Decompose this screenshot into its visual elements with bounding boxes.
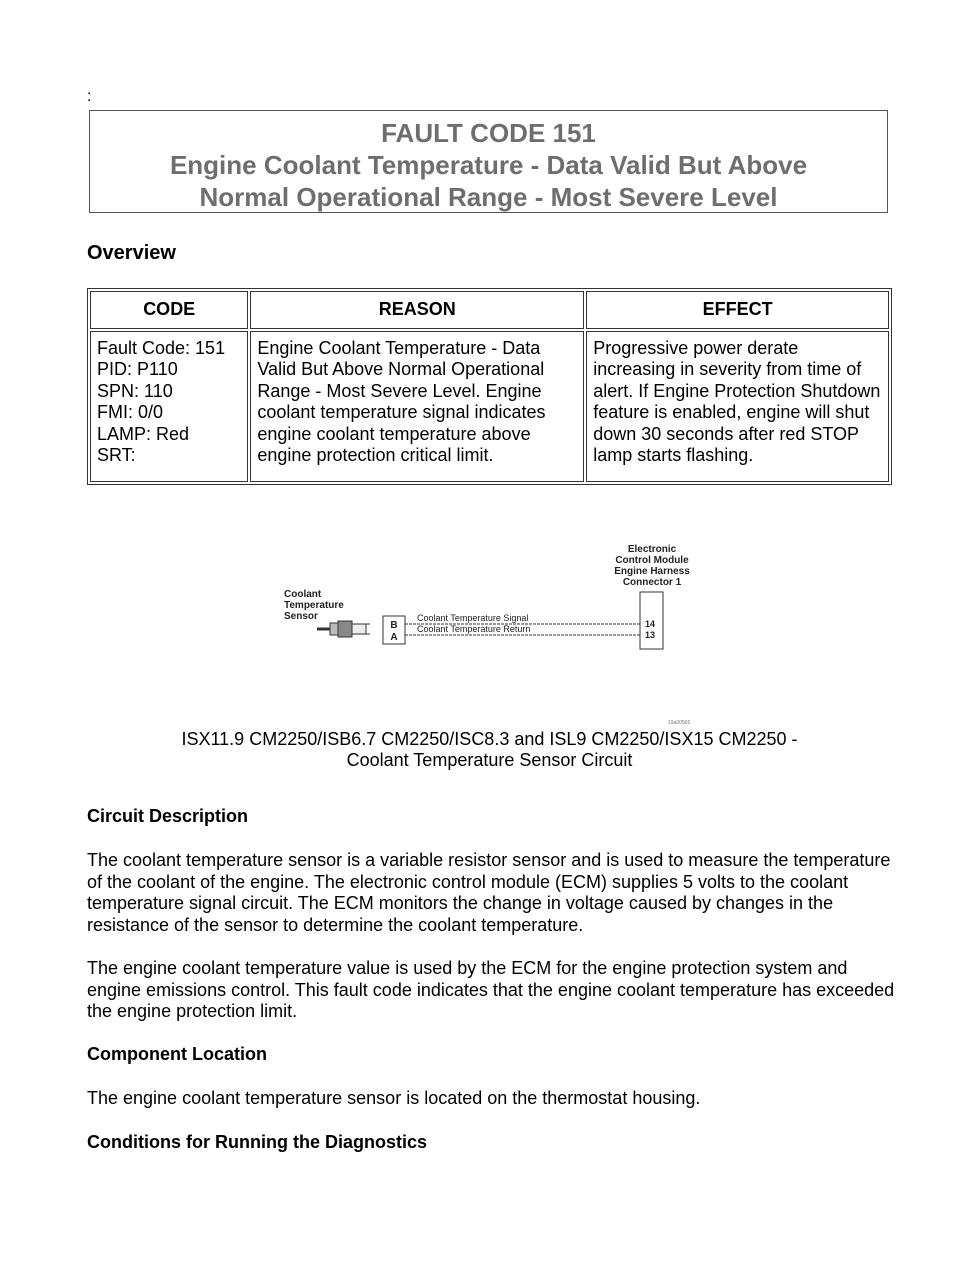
table-row (90, 331, 889, 482)
caption-line2: Coolant Temperature Sensor Circuit (346, 750, 633, 771)
effect-cell: Progressive power derate increasing in severity from time of alert. If Engine Protection Shutdown feature is enabled, engine will shut down 30 seconds after red STOP lamp starts flashing. (586, 331, 889, 482)
component-location-heading: Component Location (87, 1044, 267, 1064)
sensor-label-3: Sensor (284, 611, 318, 622)
figure-id: 19a00565 (668, 720, 691, 726)
coolant-sensor-circuit-diagram (270, 535, 710, 730)
fault-code-title: FAULT CODE 151 (381, 118, 596, 148)
overview-table (87, 288, 892, 485)
figure-caption (87, 729, 892, 772)
page-marker: : (87, 88, 92, 105)
ecm-label-4: Connector 1 (622, 577, 682, 588)
caption-line1: ISX11.9 CM2250/ISB6.7 CM2250/ISC8.3 and ISL9 CM2250/ISX15 CM2250 - (181, 729, 798, 749)
fault-description-line2: Normal Operational Range - Most Severe Level (199, 182, 778, 212)
signal-wire-label: Coolant Temperature Signal (417, 613, 529, 623)
pin-14-label: 14 (645, 619, 656, 629)
component-location-paragraph: The engine coolant temperature sensor is located on the thermostat housing. (87, 1088, 701, 1108)
pin-b-label: B (390, 620, 398, 631)
circuit-description-heading: Circuit Description (87, 806, 249, 826)
code-cell: Fault Code: 151 PID: P110 SPN: 110 FMI: 0/0 LAMP: Red SRT: (90, 331, 248, 482)
pin-13-label: 13 (645, 630, 656, 640)
table-header-row (90, 291, 889, 329)
sensor-icon (317, 621, 370, 637)
overview-heading: Overview (87, 242, 176, 264)
reason-cell: Engine Coolant Temperature - Data Valid But Above Normal Operational Range - Most Severe Level. Engine coolant temperature signal indicates engine coolant temperature above engine protection critical limit. (250, 331, 584, 482)
ecm-label-3: Engine Harness (614, 566, 690, 577)
conditions-heading: Conditions for Running the Diagnostics (87, 1132, 427, 1152)
fault-description-line1: Engine Coolant Temperature - Data Valid But Above (169, 150, 808, 180)
pin-a-label: A (390, 632, 398, 643)
sensor-label-1: Coolant (284, 589, 322, 600)
fault-code-title-box (89, 110, 888, 213)
return-wire-label: Coolant Temperature Return (417, 624, 531, 634)
circuit-description-paragraph-1: The coolant temperature sensor is a variable resistor sensor and is used to measure the temperature of the coolant of the engine. The electronic control module (ECM) supplies 5 volts to the coolant temperature signal circuit. The ECM monitors the change in voltage caused by changes in the resistance of the sensor to determine the coolant temperature. (87, 850, 891, 935)
header-code: CODE (90, 291, 248, 329)
header-reason: REASON (250, 291, 584, 329)
circuit-description-paragraph-2: The engine coolant temperature value is used by the ECM for the engine protection system and engine emissions control. This fault code indicates that the engine coolant temperature has exceeded the engine protection limit. (87, 958, 895, 1022)
header-effect: EFFECT (586, 291, 889, 329)
sensor-label-2: Temperature (284, 600, 344, 611)
ecm-label-1: Electronic (627, 544, 677, 555)
ecm-label-2: Control Module (615, 555, 689, 566)
